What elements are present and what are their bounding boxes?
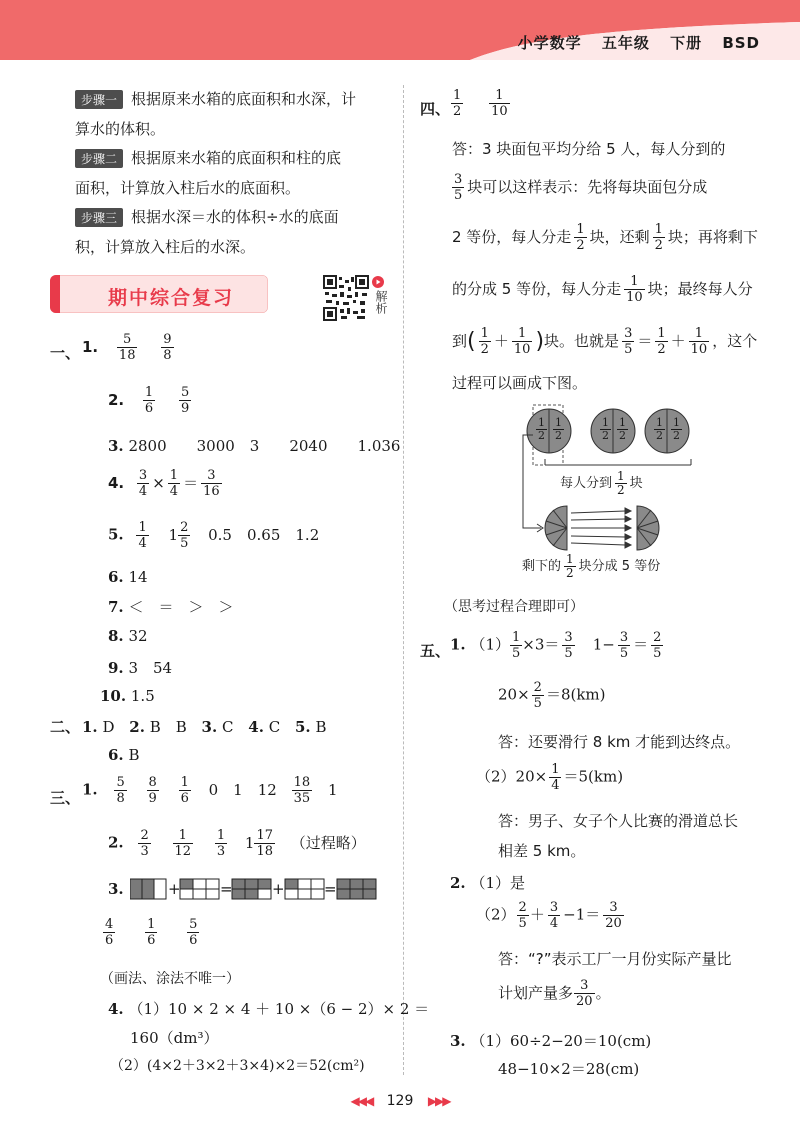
part3-q3-num: 3. bbox=[108, 880, 124, 898]
fraction: $\frac{3}{5}$ bbox=[454, 172, 463, 203]
fraction: $\frac{9}{8}$ bbox=[163, 332, 172, 363]
part1-q8: 8. 32 bbox=[108, 627, 148, 645]
header-term: 下册 bbox=[670, 34, 703, 52]
section-title: 期中综合复习 bbox=[108, 287, 235, 309]
part3-q1: 1. $\frac{5}{8}$ $\frac{8}{9}$ $\frac{1}{6}$ 0 1 12 $\frac{18}{35}$ 1 bbox=[82, 775, 338, 806]
part1-q4: 4. $\frac{3}{4}$ × $\frac{1}{4}$ ＝ $\frac{3}{16}$ bbox=[108, 468, 220, 499]
part3-q3-fractions bbox=[100, 917, 202, 948]
fraction: $\frac{1}{4}$ bbox=[169, 468, 179, 499]
play-icon[interactable] bbox=[372, 276, 384, 288]
part3-label: 三、 bbox=[50, 789, 81, 807]
grid-box-4 bbox=[285, 879, 324, 899]
part5-q1-line3: 答：还要滑行 8 km 才能到达终点。 bbox=[498, 733, 741, 751]
fraction: $\frac{1}{6}$ bbox=[147, 917, 156, 948]
fraction: $\frac{1}{2}$ bbox=[576, 222, 585, 253]
part1-q9: 9. 3 54 bbox=[108, 659, 173, 677]
fraction: $\frac{1}{2}$ bbox=[480, 326, 489, 357]
op-plus-2: + bbox=[272, 880, 285, 898]
part5-q1-line1: 1. （1） $\frac{1}{5}$ ×3＝ $\frac{3}{5}$ 1− $\frac{3}{5}$ ＝ $\frac{2}{5}$ bbox=[450, 630, 662, 661]
fraction: $\frac{5}{6}$ bbox=[189, 917, 198, 948]
step-1-tag: 步骤一 bbox=[75, 90, 123, 109]
diagram-label-2: 剩下的 $\frac{1}{2}$ 块分成 5 等份 bbox=[522, 552, 661, 580]
fraction: $\frac{1}{10}$ bbox=[491, 88, 508, 119]
step-1-line1: 步骤一 根据原来水箱的底面积和水深，计 bbox=[75, 88, 356, 109]
part1-label: 一、 bbox=[50, 344, 81, 362]
fraction: $\frac{1}{10}$ bbox=[626, 274, 643, 305]
part4-ans-line5: 到( $\frac{1}{2}$ ＋ $\frac{1}{10}$ )块。也就是 $\frac{3}{5}$ ＝ $\frac{1}{2}$ ＋ $\frac{1}{10}$ ，这个 bbox=[452, 326, 758, 357]
page-number: 129 bbox=[386, 1093, 414, 1109]
part1-q5: 5. $\frac{1}{4}$ 1 $\frac{2}{5}$ 0.5 0.65 1.2 bbox=[108, 520, 320, 551]
part2-line1: 1. D 2. B B 3. C 4. C 5. B bbox=[82, 718, 327, 736]
circle-3-left-fraction: $\frac{1}{2}$ bbox=[656, 416, 663, 442]
header-text bbox=[504, 32, 760, 53]
circle-2-left-fraction: $\frac{1}{2}$ bbox=[602, 416, 609, 442]
part1-q7: 7. ＜ ＝ ＞ ＞ bbox=[108, 598, 234, 616]
part2-q6: 6. B bbox=[108, 746, 140, 764]
part1-q1 bbox=[82, 332, 177, 363]
part5-q3-line2: 48−10×2＝28(cm) bbox=[498, 1060, 640, 1078]
part1-q2 bbox=[108, 385, 194, 416]
page-footer bbox=[0, 1093, 800, 1109]
fraction: $\frac{4}{6}$ bbox=[105, 917, 114, 948]
part5-label: 五、 bbox=[420, 642, 451, 660]
diagram-label-1: 每人分到 $\frac{1}{2}$ 块 bbox=[560, 469, 643, 497]
fraction: $\frac{1}{6}$ bbox=[180, 775, 189, 806]
part4-label: 四、 bbox=[420, 100, 451, 118]
part5-q1-line5: 答：男子、女子个人比赛的滑道总长 bbox=[498, 812, 739, 830]
step-1-line2: 算水的体积。 bbox=[75, 120, 166, 138]
circle-1-right-fraction: $\frac{1}{2}$ bbox=[555, 416, 562, 442]
part4-ans-line3: 2 等份，每人分走 $\frac{1}{2}$ 块，还剩 $\frac{1}{2}$ 块；再将剩下 bbox=[452, 222, 758, 253]
part5-q1-line4: （2）20× $\frac{1}{4}$ ＝5(km) bbox=[476, 762, 624, 793]
op-plus-1: + bbox=[168, 880, 181, 898]
next-arrows-icon: ▶▶▶ bbox=[427, 1094, 450, 1108]
part5-q3-line1: 3. （1）60÷2−20＝10(cm) bbox=[450, 1032, 652, 1050]
part3-q4-line1: 4. （1）10 × 2 × 4 ＋ 10 ×（6 − 2）× 2 ＝ bbox=[108, 1000, 430, 1018]
part2-label: 二、 bbox=[50, 718, 81, 736]
step-3-line2: 积，计算放入柱后的水深。 bbox=[75, 238, 256, 256]
fraction: $\frac{2}{3}$ bbox=[140, 828, 149, 859]
fraction: $\frac{1}{10}$ bbox=[513, 326, 531, 357]
part4-answers bbox=[448, 88, 513, 119]
grid-box-2 bbox=[180, 879, 219, 899]
grid-box-5 bbox=[337, 879, 376, 899]
fraction: $\frac{8}{9}$ bbox=[148, 775, 157, 806]
part1-q6: 6. 14 bbox=[108, 568, 148, 586]
fraction: $\frac{1}{2}$ bbox=[654, 222, 663, 253]
q-num: 1. bbox=[82, 338, 99, 356]
qr-code-icon[interactable] bbox=[323, 275, 369, 321]
fraction: $\frac{2}{5}$ bbox=[180, 520, 189, 551]
fraction: $\frac{1}{4}$ bbox=[138, 520, 147, 551]
step-2-line1: 步骤二 根据原来水箱的底面积和柱的底 bbox=[75, 147, 341, 168]
fraction: $\frac{1}{2}$ bbox=[453, 88, 462, 119]
circle-3-right-fraction: $\frac{1}{2}$ bbox=[673, 416, 680, 442]
grid-box-1 bbox=[130, 879, 166, 899]
fraction: $\frac{17}{18}$ bbox=[256, 828, 273, 859]
part5-q2-line2: （2） $\frac{2}{5}$ ＋ $\frac{3}{4}$ −1＝ $\frac{3}{20}$ bbox=[476, 900, 622, 931]
fraction: $\frac{5}{18}$ bbox=[118, 332, 136, 363]
prev-arrows-icon: ◀◀◀ bbox=[350, 1094, 373, 1108]
circle-1-left-fraction: $\frac{1}{2}$ bbox=[538, 416, 545, 442]
part4-ans-line6: 过程可以画成下图。 bbox=[452, 374, 588, 392]
circle-2-right-fraction: $\frac{1}{2}$ bbox=[619, 416, 626, 442]
part5-q2-line4: 计划产量多 $\frac{3}{20}$ 。 bbox=[498, 978, 611, 1009]
part4-ans-line4: 的分成 5 等份，每人分走 $\frac{1}{10}$ 块；最终每人分 bbox=[452, 274, 753, 305]
part3-q4-line2: 160（dm³） bbox=[130, 1029, 219, 1047]
fraction: $\frac{5}{8}$ bbox=[116, 775, 125, 806]
part4-ans-line1: 答：3 块面包平均分给 5 人，每人分到的 bbox=[452, 140, 726, 158]
step-3-line1: 步骤三 根据水深＝水的体积÷水的底面 bbox=[75, 206, 339, 227]
fraction: $\frac{3}{5}$ bbox=[624, 326, 633, 357]
part3-q2: 2. $\frac{2}{3}$ $\frac{1}{12}$ $\frac{1}{3}$ 1 $\frac{17}{18}$ （过程略） bbox=[108, 828, 366, 859]
part1-q10: 10. 1.5 bbox=[100, 687, 155, 705]
q-num: 2. bbox=[108, 391, 125, 409]
qr-label: 解析 bbox=[374, 290, 388, 314]
header-subject: 小学数学 bbox=[517, 34, 582, 52]
step-2-line2: 面积，计算放入柱后水的底面积。 bbox=[75, 179, 301, 197]
op-eq-2: = bbox=[324, 880, 337, 898]
grid-box-3 bbox=[232, 879, 271, 899]
part5-q2-line1: 2. （1）是 bbox=[450, 874, 525, 892]
part4-ans-line2: $\frac{3}{5}$ 块可以这样表示：先将每块面包分成 bbox=[454, 172, 708, 203]
part5-q1-line6: 相差 5 km。 bbox=[498, 842, 586, 860]
fraction: $\frac{1}{3}$ bbox=[216, 828, 226, 859]
fraction: $\frac{1}{6}$ bbox=[144, 385, 154, 416]
part5-q1-line2: 20× $\frac{2}{5}$ ＝8(km) bbox=[498, 680, 606, 711]
step-3-tag: 步骤三 bbox=[75, 208, 123, 227]
fraction: $\frac{3}{4}$ bbox=[138, 468, 148, 499]
fraction: $\frac{5}{9}$ bbox=[180, 385, 190, 416]
section-banner bbox=[50, 275, 268, 313]
fraction: $\frac{18}{35}$ bbox=[293, 775, 311, 806]
column-divider bbox=[403, 85, 404, 1075]
fraction: $\frac{1}{2}$ bbox=[657, 326, 666, 357]
part5-q2-line3: 答：“?”表示工厂一月份实际产量比 bbox=[498, 950, 732, 968]
fraction: $\frac{3}{16}$ bbox=[203, 468, 220, 499]
fraction: $\frac{1}{12}$ bbox=[174, 828, 192, 859]
part4-note: （思考过程合理即可） bbox=[444, 599, 584, 615]
header-grade: 五年级 bbox=[601, 34, 650, 52]
fraction: $\frac{1}{10}$ bbox=[690, 326, 708, 357]
header-edition: BSD bbox=[722, 34, 760, 52]
part3-q4-line3: （2）(4×2＋3×2＋3×4)×2＝52(cm²) bbox=[110, 1058, 365, 1074]
step-2-tag: 步骤二 bbox=[75, 149, 123, 168]
part1-q3: 3. 2800 3000 3 2040 1.036 bbox=[108, 437, 401, 455]
part3-q3-note: （画法、涂法不唯一） bbox=[100, 971, 240, 987]
op-eq-1: = bbox=[220, 880, 233, 898]
